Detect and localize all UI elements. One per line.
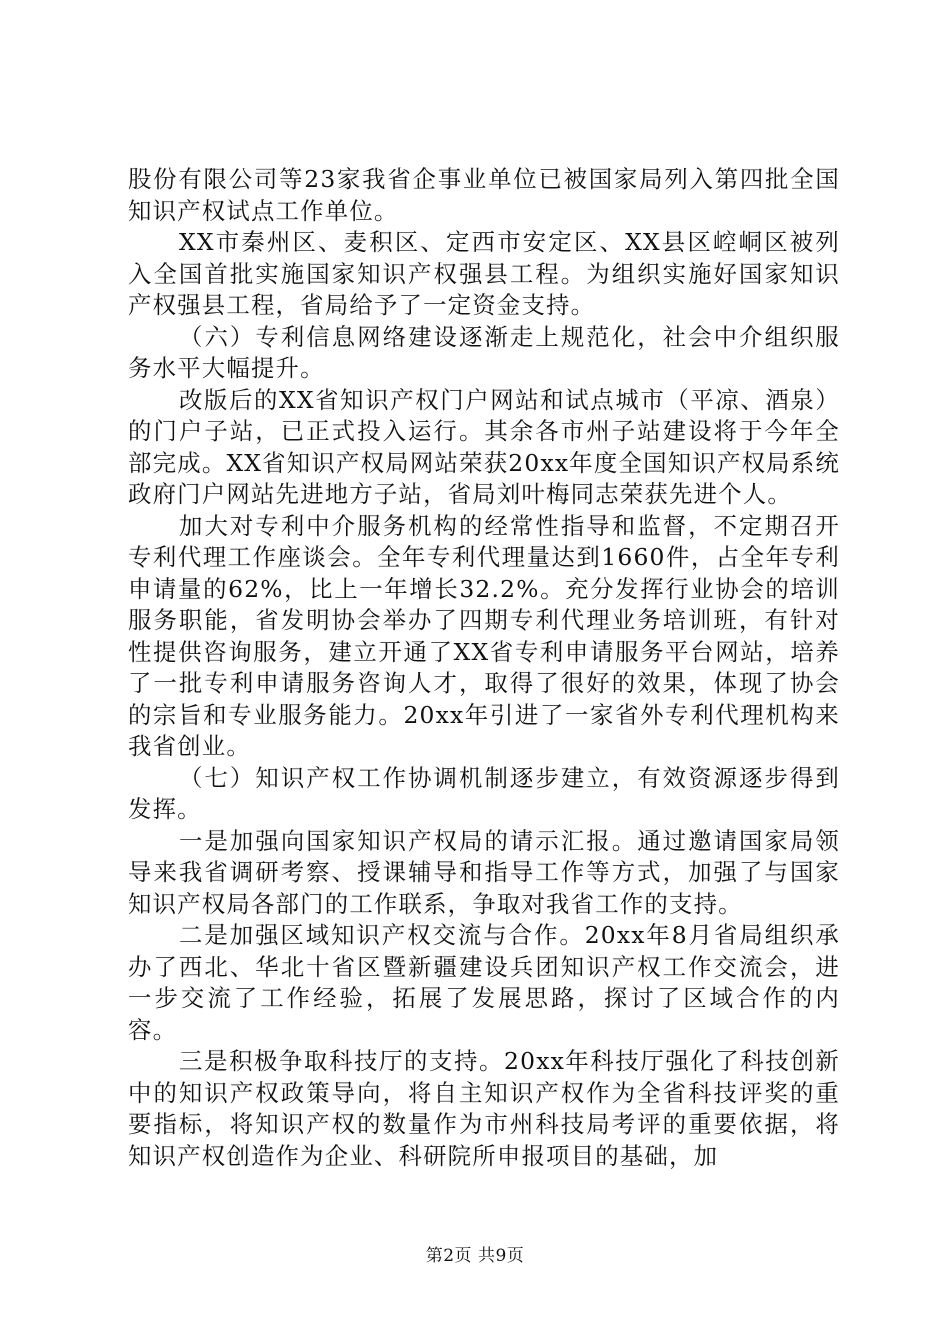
paragraph-4: 改版后的XX省知识产权门户网站和试点城市（平凉、酒泉）的门户子站，已正式投入运行。其余各市州子站建设将于今年全部完成。XX省知识产权局网站荣获20xx年度全国知识产权局系统政府门户网站先进地方子站，省局刘叶梅同志荣获先进个人。 [128,385,840,508]
paragraph-7: 一是加强向国家知识产权局的请示汇报。通过邀请国家局领导来我省调研考察、授课辅导和指导工作等方式，加强了与国家知识产权局各部门的工作联系，争取对我省工作的支持。 [128,826,840,918]
paragraph-9: 三是积极争取科技厅的支持。20xx年科技厅强化了科技创新中的知识产权政策导向，将自主知识产权作为全省科技评奖的重要指标，将知识产权的数量作为市州科技局考评的重要依据，将知识产权创造作为企业、科研院所申报项目的基础，加 [128,1047,840,1170]
paragraph-6-heading-seven: （七）知识产权工作协调机制逐步建立，有效资源逐步得到发挥。 [128,763,840,823]
paragraph-3-heading-six: （六）专利信息网络建设逐渐走上规范化，社会中介组织服务水平大幅提升。 [128,322,840,382]
paragraph-2: XX市秦州区、麦积区、定西市安定区、XX县区崆峒区被列入全国首批实施国家知识产权强县工程。为组织实施好国家知识产权强县工程，省局给予了一定资金支持。 [128,228,840,319]
paragraph-8: 二是加强区域知识产权交流与合作。20xx年8月省局组织承办了西北、华北十省区暨新疆建设兵团知识产权工作交流会，进一步交流了工作经验，拓展了发展思路，探讨了区域合作的内容。 [128,921,840,1044]
page-number-footer: 第2页 共9页 [425,1246,525,1266]
paragraph-1: 股份有限公司等23家我省企事业单位已被国家局列入第四批全国知识产权试点工作单位。 [128,165,840,225]
document-body [128,164,840,1172]
paragraph-5: 加大对专利中介服务机构的经常性指导和监督，不定期召开专利代理工作座谈会。全年专利代理量达到1660件，占全年专利申请量的62%，比上一年增长32.2%。充分发挥行业协会的培训服务职能，省发明协会举办了四期专利代理业务培训班，有针对性提供咨询服务，建立开通了XX省专利申请服务平台网站，培养了一批专利申请服务咨询人才，取得了很好的效果，体现了协会的宗旨和专业服务能力。20xx年引进了一家省外专利代理机构来我省创业。 [128,511,840,760]
